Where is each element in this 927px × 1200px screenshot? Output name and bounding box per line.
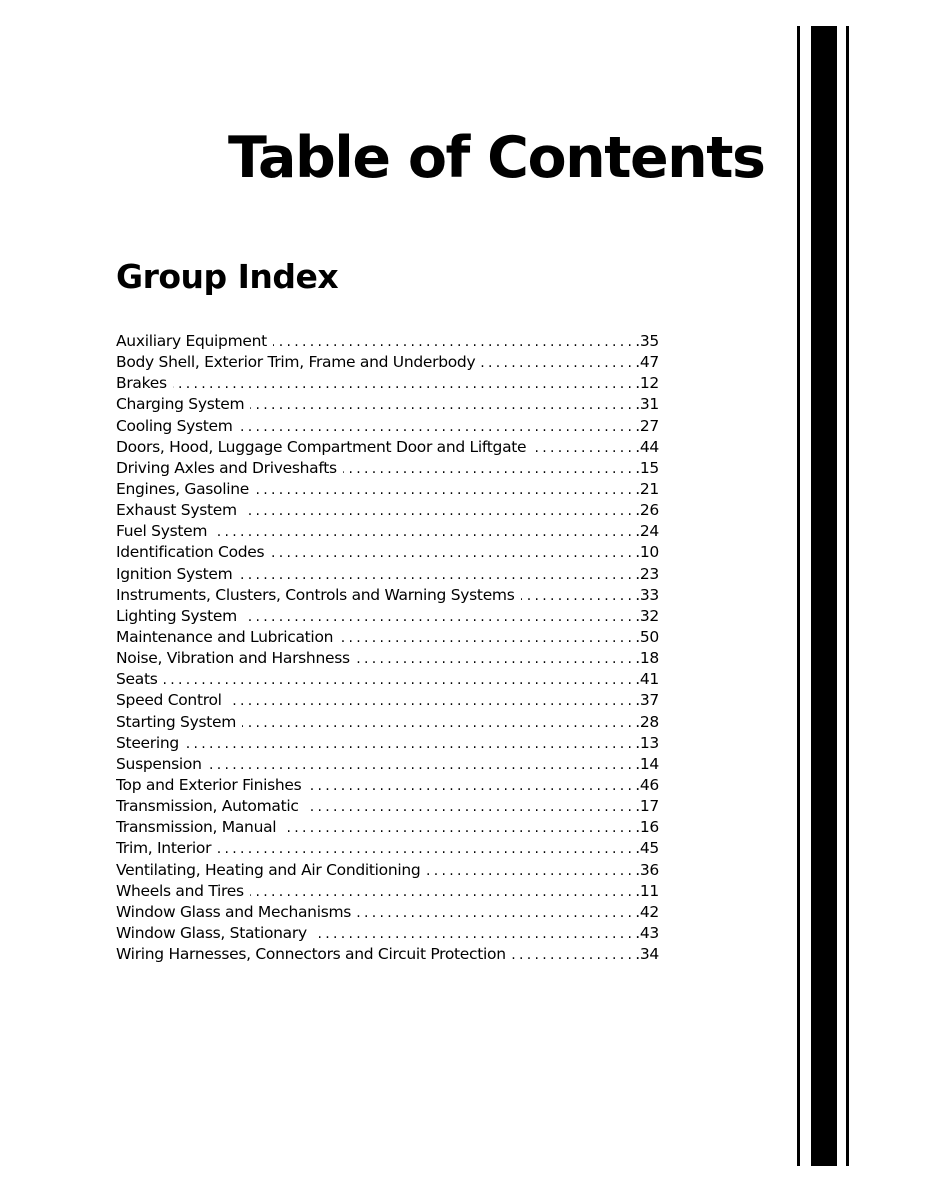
toc-entry-label: Identification Codes (116, 543, 265, 562)
group-index-list (116, 331, 659, 965)
toc-entry-label: Noise, Vibration and Harshness (116, 649, 350, 668)
toc-dot-leader (270, 543, 635, 563)
toc-entry-page-number: .14 (635, 754, 659, 773)
toc-entry-label: Auxiliary Equipment (116, 332, 267, 350)
toc-dot-leader (228, 691, 636, 711)
toc-dot-leader (185, 734, 635, 754)
toc-entry-label: Window Glass, Stationary (116, 923, 307, 942)
toc-entry-page-number: .24 (635, 522, 659, 541)
toc-dot-leader (426, 861, 635, 881)
edge-tab-bar (811, 26, 837, 1166)
toc-entry-page-number: .16 (635, 818, 659, 837)
toc-dot-leader (250, 882, 635, 902)
toc-entry-label: Window Glass and Mechanisms (116, 902, 352, 921)
toc-entry-label: Instruments, Clusters, Controls and Warning Systems (116, 585, 515, 604)
toc-dot-leader (339, 628, 635, 648)
toc-entry (116, 923, 659, 944)
toc-entry (116, 585, 659, 606)
toc-entry-label: Seats (116, 670, 158, 689)
toc-entry-label: Brakes (116, 374, 167, 393)
toc-entry-label: Maintenance and Lubrication (116, 627, 334, 646)
toc-entry (116, 331, 659, 352)
toc-entry-label: Ignition System (116, 564, 233, 583)
toc-entry-label: Body Shell, Exterior Trim, Frame and Underbody (116, 353, 476, 372)
toc-entry-label: Top and Exterior Finishes (116, 775, 302, 794)
toc-entry (116, 669, 659, 690)
toc-dot-leader (242, 713, 635, 733)
toc-dot-leader (307, 776, 635, 796)
toc-entry-page-number: .27 (635, 416, 659, 435)
toc-entry-page-number: .50 (635, 627, 659, 646)
toc-dot-leader (208, 755, 636, 775)
toc-dot-leader (173, 374, 635, 394)
toc-entry-page-number: .46 (635, 775, 659, 794)
toc-entry-label: Transmission, Automatic (116, 797, 299, 816)
toc-dot-leader (532, 438, 635, 458)
toc-entry (116, 775, 659, 796)
toc-entry-page-number: .44 (635, 437, 659, 456)
toc-entry-page-number: .35 (635, 332, 659, 350)
toc-dot-leader (357, 903, 635, 923)
toc-entry-page-number: .28 (635, 712, 659, 731)
toc-entry (116, 733, 659, 754)
toc-dot-leader (356, 649, 635, 669)
toc-entry-page-number: .26 (635, 501, 659, 520)
edge-tab-thin-line-left (797, 26, 800, 1166)
toc-entry-page-number: .45 (635, 839, 659, 858)
toc-entry (116, 817, 659, 838)
toc-dot-leader (243, 501, 635, 521)
toc-entry (116, 944, 659, 965)
toc-entry-label: Exhaust System (116, 501, 237, 520)
toc-entry-label: Steering (116, 733, 179, 752)
toc-dot-leader (239, 417, 636, 437)
toc-entry-page-number: .36 (635, 860, 659, 879)
toc-entry-label: Wheels and Tires (116, 881, 244, 900)
toc-entry (116, 542, 659, 563)
toc-entry-page-number: .37 (635, 691, 659, 710)
toc-entry (116, 838, 659, 859)
toc-dot-leader (243, 607, 635, 627)
toc-entry-page-number: .11 (635, 881, 659, 900)
toc-entry-page-number: .34 (635, 945, 659, 964)
toc-entry (116, 648, 659, 669)
toc-entry (116, 564, 659, 585)
toc-dot-leader (282, 818, 635, 838)
page-title: Table of Contents (228, 125, 765, 191)
toc-dot-leader (481, 353, 635, 373)
toc-entry (116, 458, 659, 479)
toc-entry-label: Ventilating, Heating and Air Conditioning (116, 860, 421, 879)
toc-entry-label: Engines, Gasoline (116, 479, 249, 498)
toc-entry (116, 500, 659, 521)
toc-dot-leader (273, 332, 635, 352)
toc-entry (116, 902, 659, 923)
toc-dot-leader (213, 522, 635, 542)
toc-entry (116, 479, 659, 500)
toc-entry-page-number: .33 (635, 585, 659, 604)
toc-entry-label: Starting System (116, 712, 237, 731)
toc-entry-page-number: .31 (635, 395, 659, 414)
toc-entry (116, 521, 659, 542)
toc-dot-leader (521, 586, 636, 606)
toc-entry-label: Trim, Interior (116, 839, 212, 858)
toc-entry-page-number: .13 (635, 733, 659, 752)
toc-entry-label: Speed Control (116, 691, 222, 710)
toc-entry (116, 416, 659, 437)
toc-entry (116, 796, 659, 817)
toc-entry-label: Charging System (116, 395, 245, 414)
toc-entry-label: Lighting System (116, 606, 237, 625)
toc-entry (116, 860, 659, 881)
toc-entry-label: Fuel System (116, 522, 208, 541)
toc-entry (116, 754, 659, 775)
toc-dot-leader (255, 480, 635, 500)
toc-entry (116, 606, 659, 627)
toc-entry (116, 437, 659, 458)
toc-entry-page-number: .10 (635, 543, 659, 562)
toc-entry-page-number: .47 (635, 353, 659, 372)
toc-entry (116, 712, 659, 733)
toc-entry-label: Cooling System (116, 416, 233, 435)
toc-dot-leader (305, 797, 636, 817)
toc-dot-leader (250, 395, 635, 415)
toc-entry-page-number: .43 (635, 923, 659, 942)
toc-entry (116, 627, 659, 648)
toc-entry (116, 690, 659, 711)
section-title: Group Index (116, 257, 339, 296)
toc-dot-leader (512, 945, 635, 965)
toc-entry-page-number: .12 (635, 374, 659, 393)
toc-entry (116, 881, 659, 902)
toc-entry (116, 394, 659, 415)
toc-entry-page-number: .15 (635, 458, 659, 477)
toc-entry-page-number: .17 (635, 797, 659, 816)
toc-entry-label: Suspension (116, 754, 202, 773)
toc-entry-label: Transmission, Manual (116, 818, 277, 837)
toc-entry (116, 352, 659, 373)
toc-entry-page-number: .42 (635, 902, 659, 921)
toc-entry-page-number: .32 (635, 606, 659, 625)
toc-entry-label: Wiring Harnesses, Connectors and Circuit Protection (116, 945, 506, 964)
toc-entry-page-number: .18 (635, 649, 659, 668)
edge-tab-thin-line-right (846, 26, 849, 1166)
toc-dot-leader (238, 565, 635, 585)
toc-dot-leader (217, 839, 635, 859)
toc-entry-label: Doors, Hood, Luggage Compartment Door and Liftgate (116, 437, 527, 456)
toc-dot-leader (313, 924, 635, 944)
toc-entry-page-number: .23 (635, 564, 659, 583)
toc-dot-leader (343, 459, 635, 479)
toc-entry-page-number: .21 (635, 479, 659, 498)
toc-entry-page-number: .41 (635, 670, 659, 689)
toc-dot-leader (164, 670, 636, 690)
toc-entry (116, 373, 659, 394)
toc-entry-label: Driving Axles and Driveshafts (116, 458, 337, 477)
